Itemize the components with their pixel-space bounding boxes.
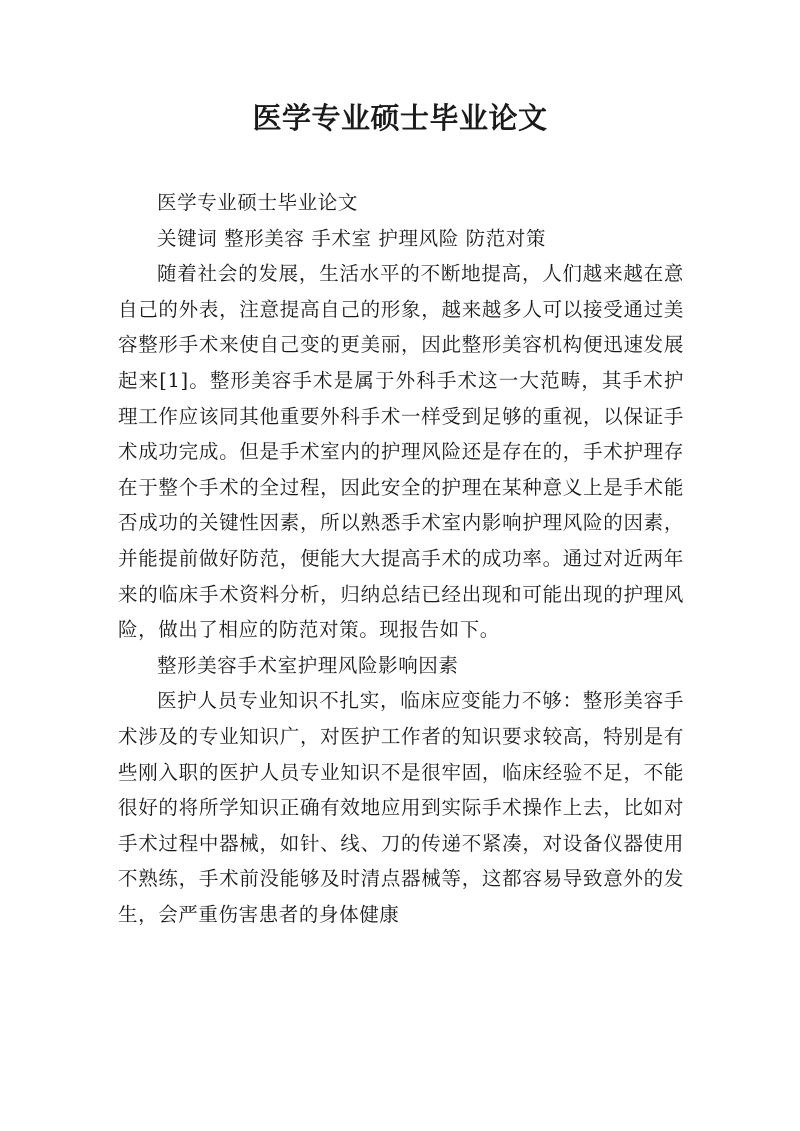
paragraph-staff-knowledge: 医护人员专业知识不扎实，临床应变能力不够：整形美容手术涉及的专业知识广，对医护工作者的知识要求较高，特别是有些刚入职的医护人员专业知识不是很牢固，临床经验不足，不能很好的将所学知识正确有效地应用到实际手术操作上去，比如对手术过程中器械，如针、线、刀的传递不紧凑，对设备仪器使用不熟练，手术前没能够及时清点器械等，这都容易导致意外的发生，会严重伤害患者的身体健康 — [118, 689, 684, 926]
paragraph-keywords: 关键词 整形美容 手术室 护理风险 防范对策 — [157, 226, 546, 250]
document-title: 医学专业硕士毕业论文 — [252, 101, 548, 135]
paragraph-introduction: 随着社会的发展，生活水平的不断地提高，人们越来越在意自己的外表，注意提高自己的形象，越来越多人可以接受通过美容整形手术来使自己变的更美丽，因此整形美容机构便迅速发展起来[1]。整形美容手术是属于外科手术这一大范畴，其手术护理工作应该同其他重要外科手术一样受到足够的重视，以保证手术成功完成。但是手术室内的护理风险还是存在的，手术护理存在于整个手术的全过程，因此安全的护理在某种意义上是手术能否成功的关键性因素，所以熟悉手术室内影响护理风险的因素，并能提前做好防范，便能大大提高手术的成功率。通过对近两年来的临床手术资料分析，归纳总结已经出现和可能出现的护理风险，做出了相应的防范对策。现报告如下。 — [118, 262, 684, 642]
document-body — [118, 185, 684, 932]
section-heading-risk-factors: 整形美容手术室护理风险影响因素 — [157, 653, 459, 677]
paragraph-heading-repeat: 医学专业硕士毕业论文 — [157, 191, 359, 214]
